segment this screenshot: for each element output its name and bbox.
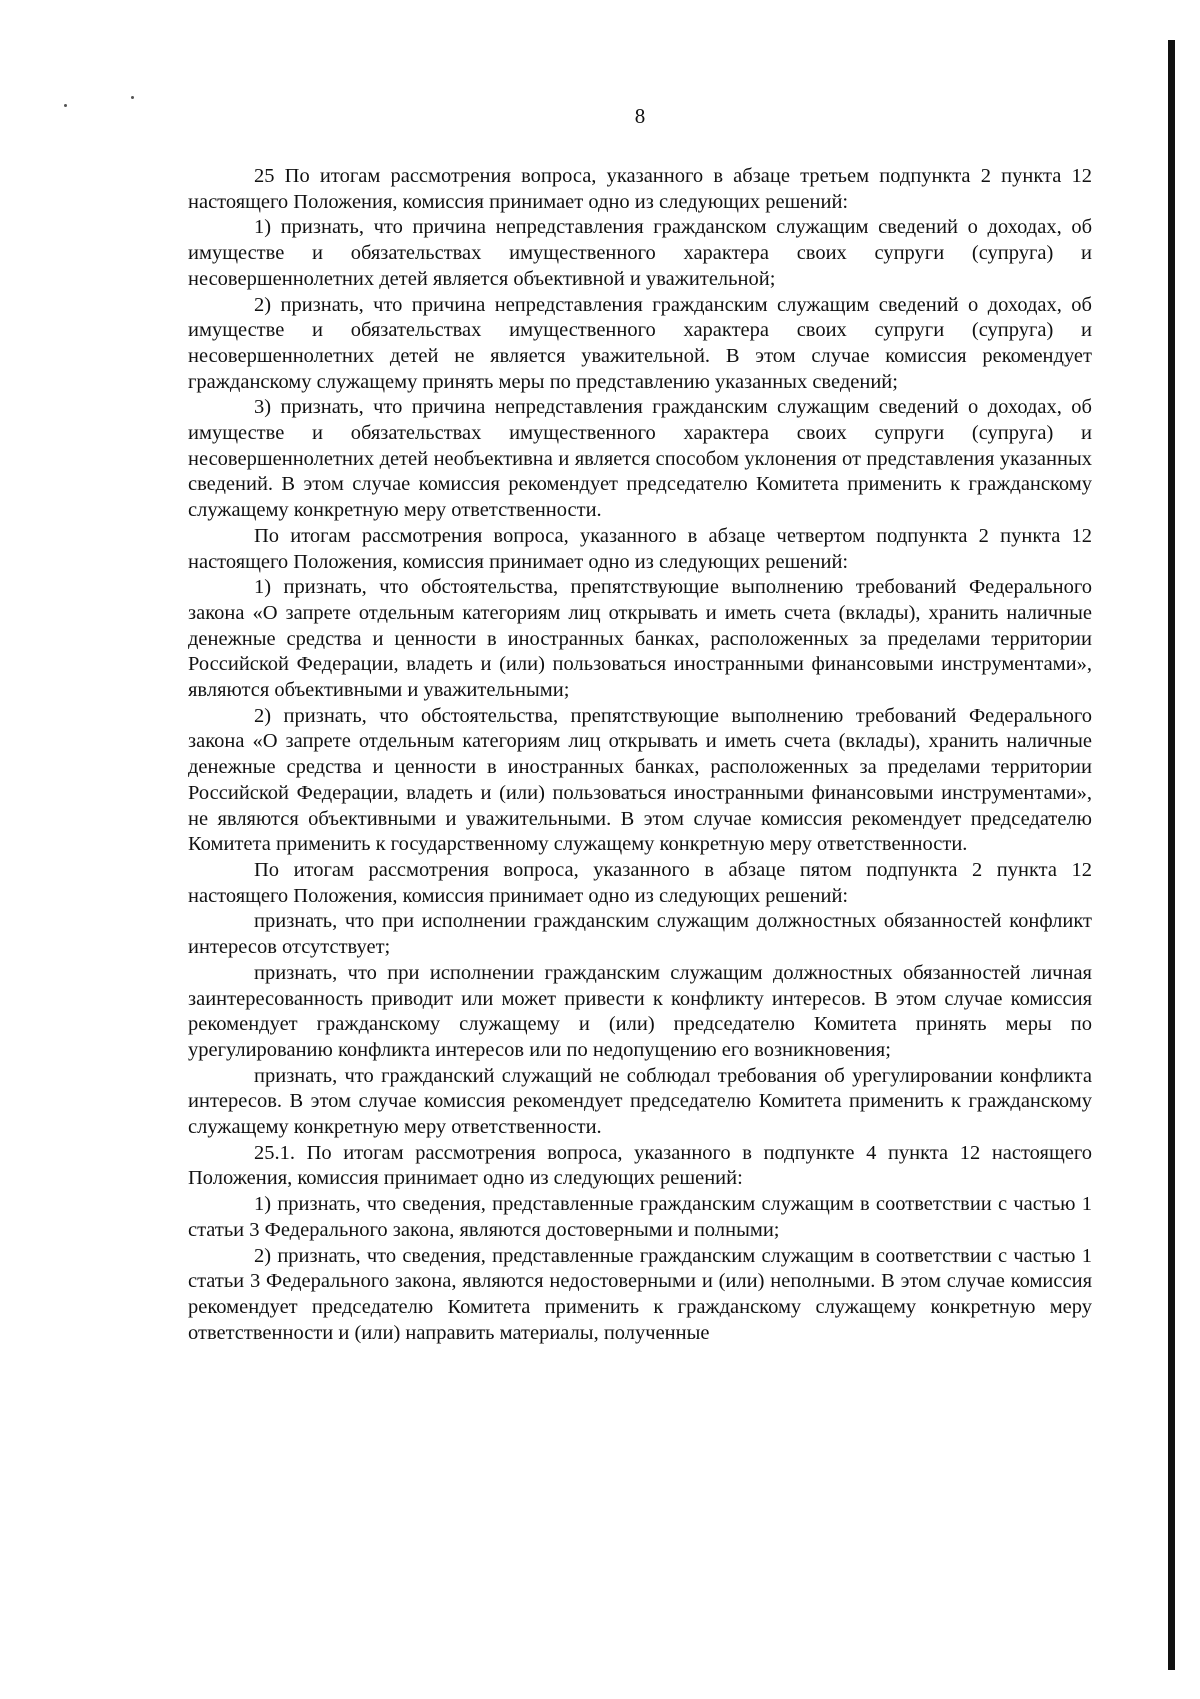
paragraph-25: 25 По итогам рассмотрения вопроса, указанного в абзаце третьем подпункта 2 пункта 12 настоящего Положения, комиссия принимает одно из следующих решений: xyxy=(188,165,1092,213)
list-item: 2) признать, что причина непредставления гражданским служащим сведений о доходах, об имуществе и обязательствах имущественного характера своих супруги (супруга) и несовершеннолетних детей не является уважительной. В этом случае комиссия рекомендует гражданскому служащему принять меры по представлению указанных сведений; xyxy=(188,293,1092,393)
document-body xyxy=(188,164,1092,1346)
list-item: 2) признать, что сведения, представленные гражданским служащим в соответствии с частью 1 статьи 3 Федерального закона, являются недостоверными и (или) неполными. В этом случае комиссия рекомендует председателю Комитета применить к гражданскому служащему конкретную меру ответственности и (или) направить материалы, полученные xyxy=(188,1244,1092,1344)
list-item: признать, что при исполнении гражданским служащим должностных обязанностей личная заинтересованность приводит или может привести к конфликту интересов. В этом случае комиссия рекомендует гражданскому служащему и (или) председателю Комитета принять меры по урегулированию конфликта интересов или по недопущению его возникновения; xyxy=(188,961,1092,1061)
list-item: 1) признать, что обстоятельства, препятствующие выполнению требований Федерального закона «О запрете отдельным категориям лиц открывать и иметь счета (вклады), хранить наличные денежные средства и ценности в иностранных банках, расположенных за пределами территории Российской Федерации, владеть и (или) пользоваться иностранными финансовыми инструментами», являются объективными и уважительными; xyxy=(188,576,1092,702)
list-item: 1) признать, что сведения, представленные гражданским служащим в соответствии с частью 1 статьи 3 Федерального закона, являются достоверными и полными; xyxy=(188,1193,1092,1241)
list-item: 2) признать, что обстоятельства, препятствующие выполнению требований Федерального закона «О запрете отдельным категориям лиц открывать и иметь счета (вклады), хранить наличные денежные средства и ценности в иностранных банках, расположенных за пределами территории Российской Федерации, владеть и (или) пользоваться иностранными финансовыми инструментами», не являются объективными и уважительными. В этом случае комиссия рекомендует председателю Комитета применить к государственному служащему конкретную меру ответственности. xyxy=(188,704,1092,856)
list-item: 1) признать, что причина непредставления гражданском служащим сведений о доходах, об имуществе и обязательствах имущественного характера своих супруги (супруга) и несовершеннолетних детей является объективной и уважительной; xyxy=(188,216,1092,290)
paragraph-25-1: 25.1. По итогам рассмотрения вопроса, указанного в подпункте 4 пункта 12 настоящего Положения, комиссия принимает одно из следующих решений: xyxy=(188,1141,1092,1190)
list-item: признать, что гражданский служащий не соблюдал требования об урегулировании конфликта интересов. В этом случае комиссия рекомендует председателю Комитета применить к гражданскому служащему конкретную меру ответственности. xyxy=(188,1064,1092,1139)
page-number: 8 xyxy=(634,104,646,128)
scan-speck xyxy=(131,96,134,99)
list-item: 3) признать, что причина непредставления гражданским служащим сведений о доходах, об имуществе и обязательствах имущественного характера своих супруги (супруга) и несовершеннолетних детей необъективна и является способом уклонения от представления указанных сведений. В этом случае комиссия рекомендует председателю Комитета применить к гражданскому служащему конкретную меру ответственности. xyxy=(188,396,1092,522)
paragraph: По итогам рассмотрения вопроса, указанного в абзаце четвертом подпункта 2 пункта 12 настоящего Положения, комиссия принимает одно из следующих решений: xyxy=(188,524,1092,573)
paragraph: По итогам рассмотрения вопроса, указанного в абзаце пятом подпункта 2 пункта 12 настоящего Положения, комиссия принимает одно из следующих решений: xyxy=(188,858,1092,907)
scan-page-edge xyxy=(1168,40,1175,1670)
list-item: признать, что при исполнении гражданским служащим должностных обязанностей конфликт интересов отсутствует; xyxy=(188,910,1092,959)
